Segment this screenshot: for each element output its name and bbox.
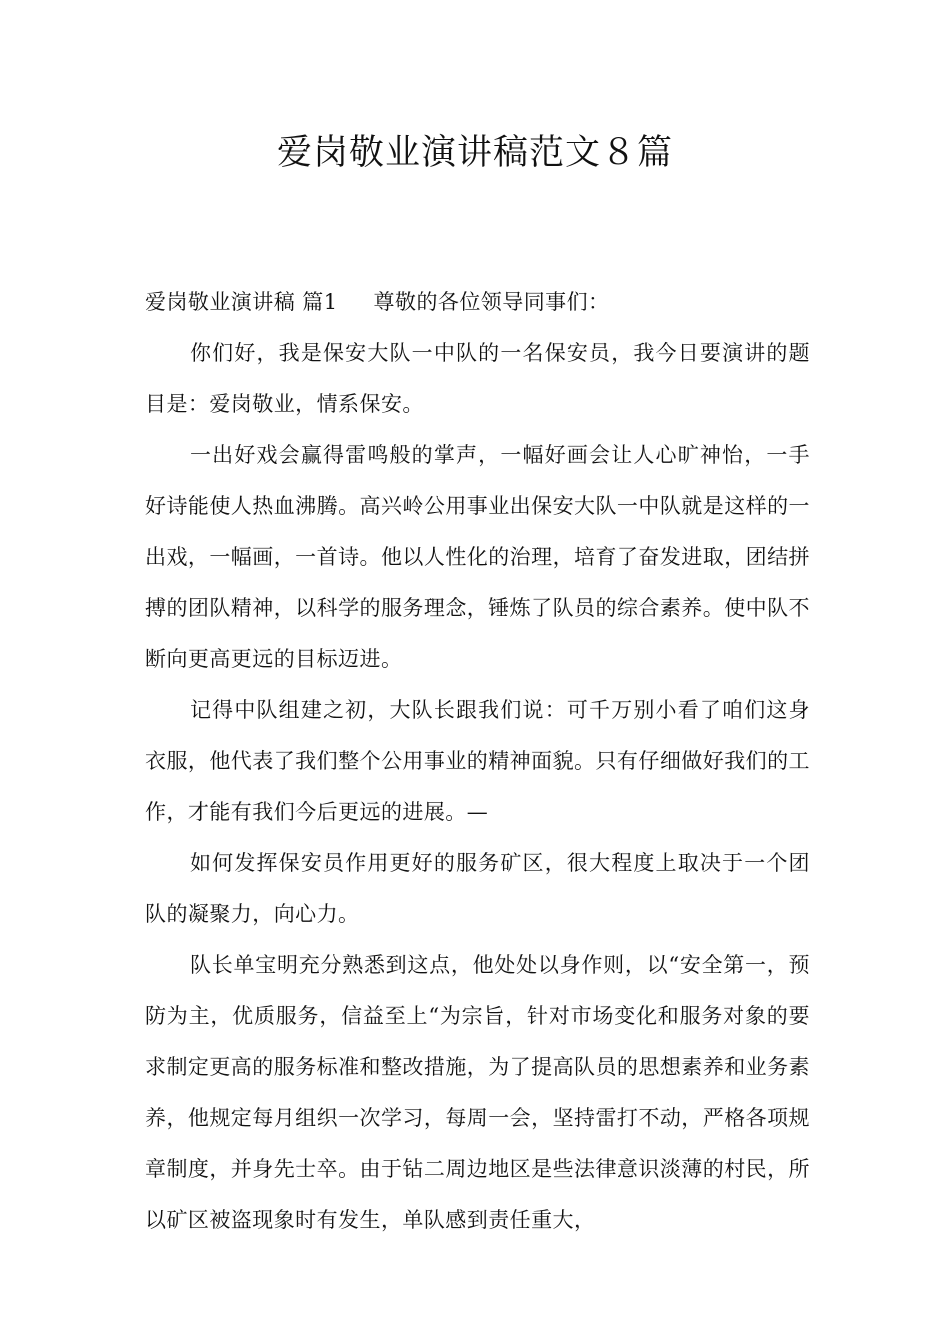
paragraph: 队长单宝明充分熟悉到这点，他处处以身作则，以“安全第一，预防为主，优质服务，信益至上“为宗旨，针对市场变化和服务对象的要求制定更高的服务标准和整改措施，为了提高队员的思想素养和业务素养，他规定每月组织一次学习，每周一会，坚持雷打不动，严格各项规章制度，并身先士卒。由于钻二周边地区是些法律意识淡薄的村民，所以矿区被盗现象时有发生，单队感到责任重大， bbox=[145, 953, 810, 1232]
document-title: 爱岗敬业演讲稿范文８篇 bbox=[276, 133, 673, 173]
paragraph: 一出好戏会赢得雷鸣般的掌声，一幅好画会让人心旷神怡，一手好诗能使人热血沸腾。高兴岭公用事业出保安大队一中队就是这样的一出戏，一幅画，一首诗。他以人性化的治理，培育了奋发进取，团结拼搏的团队精神，以科学的服务理念，锤炼了队员的综合素养。使中队不断向更高更远的目标迈进。 bbox=[145, 443, 810, 671]
salutation: 尊敬的各位领导同事们： bbox=[373, 290, 610, 314]
paragraph: 记得中队组建之初，大队长跟我们说：可千万别小看了咱们这身衣服，他代表了我们整个公用事业的精神面貌。只有仔细做好我们的工作，才能有我们今后更远的进展。— bbox=[145, 698, 810, 824]
document-body bbox=[145, 277, 810, 1246]
section-heading-line bbox=[145, 277, 810, 328]
paragraph: 如何发挥保安员作用更好的服务矿区，很大程度上取决于一个团队的凝聚力，向心力。 bbox=[145, 851, 810, 926]
paragraph: 你们好，我是保安大队一中队的一名保安员，我今日要演讲的题目是：爱岗敬业，情系保安。 bbox=[145, 341, 810, 416]
section-heading: 爱岗敬业演讲稿 篇1 bbox=[145, 290, 338, 314]
